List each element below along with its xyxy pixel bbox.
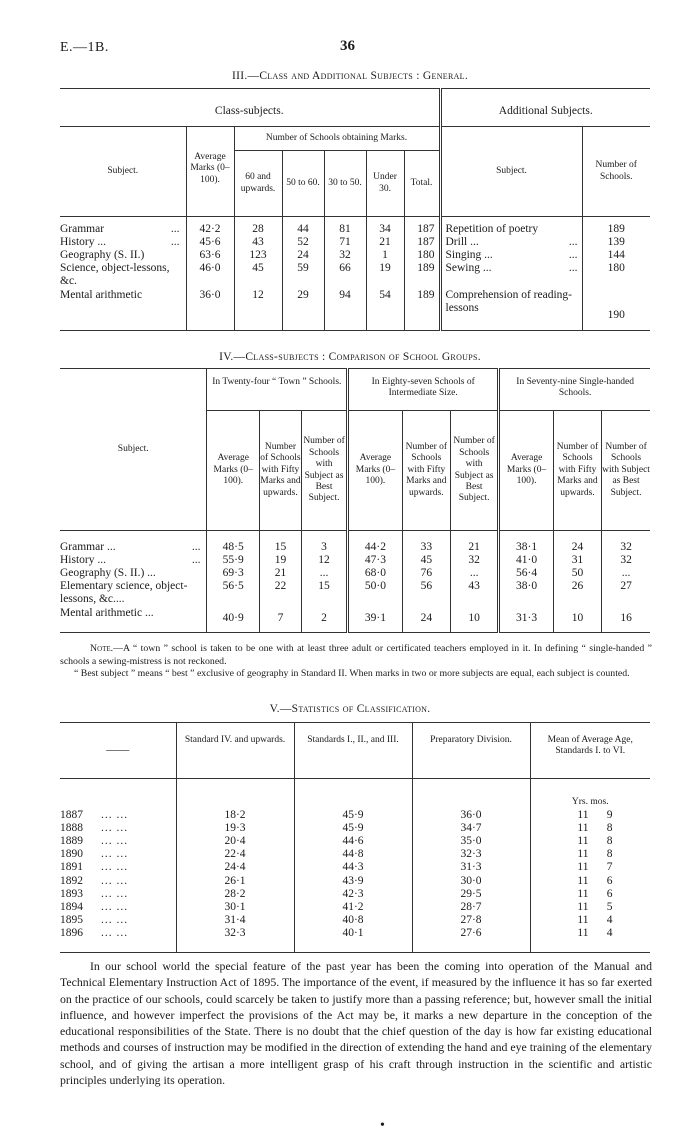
t-avg-cell: 48·5 bbox=[207, 541, 259, 554]
prep-cell: 35·0 bbox=[412, 835, 530, 848]
footer-mark: • bbox=[380, 1118, 385, 1133]
c30-cell: 81 bbox=[324, 223, 366, 236]
mean-age-cell: 11 4 bbox=[530, 927, 650, 940]
table-row bbox=[60, 861, 650, 874]
table-row bbox=[60, 927, 650, 940]
section-5-title: V.—Statistics of Classification. bbox=[269, 703, 431, 715]
col-blank: —— bbox=[106, 743, 130, 756]
add-number-cell: 190 bbox=[582, 289, 650, 323]
table-row bbox=[60, 822, 650, 835]
subject-cell: Elementary science, object-lessons, &c.... bbox=[60, 580, 188, 606]
col-std4: Standard IV. and upwards. bbox=[176, 723, 294, 779]
table-row bbox=[60, 289, 650, 323]
table-row bbox=[60, 809, 650, 822]
s-fifty-cell: 24 bbox=[553, 541, 601, 554]
year-cell: 1890 ... ... bbox=[60, 848, 129, 861]
prep-cell: 27·8 bbox=[412, 914, 530, 927]
col-50: 50 to 60. bbox=[282, 151, 324, 217]
i-best-cell: ... bbox=[450, 567, 498, 580]
std1-cell: 40·8 bbox=[294, 914, 412, 927]
total-cell: 187 bbox=[404, 236, 440, 249]
add-number-cell: 189 bbox=[582, 223, 650, 236]
u30-cell: 54 bbox=[366, 289, 404, 323]
std1-cell: 40·1 bbox=[294, 927, 412, 940]
table-row bbox=[60, 541, 650, 554]
col-number-group: Number of Schools obtaining Marks. bbox=[234, 127, 440, 151]
s-best-cell: 32 bbox=[602, 554, 650, 567]
i-fifty-cell: 56 bbox=[402, 580, 450, 606]
subject-cell: Mental arithmetic bbox=[60, 288, 143, 301]
mean-age-cell: 11 9 bbox=[530, 809, 650, 822]
subject-cell: Science, object-lessons, &c. bbox=[60, 262, 170, 288]
group-intermediate: In Eighty-seven Schools of Intermediate Size. bbox=[348, 369, 499, 411]
class-subjects-header: Class-subjects. bbox=[214, 105, 284, 117]
table-row bbox=[60, 835, 650, 848]
col-prep: Preparatory Division. bbox=[412, 723, 530, 779]
add-subject-cell: Drill ... ... bbox=[440, 236, 582, 249]
total-cell: 187 bbox=[404, 223, 440, 236]
add-number-cell: 144 bbox=[582, 249, 650, 262]
c30-cell: 66 bbox=[324, 262, 366, 288]
col-total: Total. bbox=[404, 151, 440, 217]
s-avg-cell: 56·4 bbox=[499, 567, 554, 580]
std4-cell: 30·1 bbox=[176, 901, 294, 914]
i-fifty-cell: 45 bbox=[402, 554, 450, 567]
col-average: Average Marks (0–100). bbox=[186, 127, 234, 217]
c50-cell: 24 bbox=[282, 249, 324, 262]
avg-cell: 63·6 bbox=[186, 249, 234, 262]
col-subject: Subject. bbox=[117, 443, 149, 454]
mean-age-cell: 11 8 bbox=[530, 848, 650, 861]
year-cell: 1891 ... ... bbox=[60, 861, 129, 874]
col-best: Number of Schools with Subject as Best Subject. bbox=[450, 411, 498, 531]
avg-cell: 45·6 bbox=[186, 236, 234, 249]
col-fifty: Number of Schools with Fifty Marks and upwards. bbox=[259, 411, 301, 531]
c50-cell: 52 bbox=[282, 236, 324, 249]
i-avg-cell: 47·3 bbox=[348, 554, 403, 567]
std4-cell: 26·1 bbox=[176, 875, 294, 888]
subject-cell: Grammar ... bbox=[60, 222, 180, 235]
avg-cell: 46·0 bbox=[186, 262, 234, 288]
col-average: Average Marks (0–100). bbox=[348, 411, 403, 531]
t-best-cell: 3 bbox=[301, 541, 347, 554]
col-add-number: Number of Schools. bbox=[582, 127, 650, 217]
s-avg-cell: 38·0 bbox=[499, 580, 554, 606]
body-paragraph: In our school world the special feature of the past year has been the coming into operation of the Manual and Technical Elementary Instruction Act of 1895. The importance of the event, if measured by the influence it has so far exerted on the practice of our schools, could scarcely be taken to justify more than a passing reference; but, however small the initial influence, and however imperfect the provisions of the Act may be, it marks a new departure in the conception of the educational responsibilities of the State. There is no doubt that the chief question of the day is how far existing educational methods and courses of instruction may be modified in the direction of extending the hand and eye training of the elementary school, and of giving the artisan a more intelligent grasp of his craft through instruction in the scientific and artistic principles underlying its operation. bbox=[60, 959, 652, 1087]
subject-cell: Geography (S. II.) ... bbox=[60, 566, 156, 579]
add-subject-cell: Comprehension of reading-lessons bbox=[440, 289, 582, 323]
t-fifty-cell: 7 bbox=[259, 607, 301, 625]
c50-cell: 29 bbox=[282, 289, 324, 323]
class-subjects-table bbox=[60, 88, 650, 331]
c50-cell: 44 bbox=[282, 223, 324, 236]
t-best-cell: 2 bbox=[301, 607, 347, 625]
school-groups-table bbox=[60, 368, 650, 633]
table-row bbox=[60, 848, 650, 861]
std1-cell: 43·9 bbox=[294, 875, 412, 888]
i-fifty-cell: 76 bbox=[402, 567, 450, 580]
c60-cell: 123 bbox=[234, 249, 282, 262]
year-cell: 1892 ... ... bbox=[60, 874, 129, 887]
u30-cell: 34 bbox=[366, 223, 404, 236]
t-avg-cell: 40·9 bbox=[207, 607, 259, 625]
table-row bbox=[60, 567, 650, 580]
col-best: Number of Schools with Subject as Best Subject. bbox=[301, 411, 347, 531]
u30-cell: 21 bbox=[366, 236, 404, 249]
std1-cell: 41·2 bbox=[294, 901, 412, 914]
t-fifty-cell: 22 bbox=[259, 580, 301, 606]
add-number-cell: 139 bbox=[582, 236, 650, 249]
i-best-cell: 10 bbox=[450, 607, 498, 625]
t-fifty-cell: 15 bbox=[259, 541, 301, 554]
add-subject-cell: Repetition of poetry bbox=[440, 223, 582, 236]
std1-cell: 42·3 bbox=[294, 888, 412, 901]
total-cell: 180 bbox=[404, 249, 440, 262]
t-fifty-cell: 21 bbox=[259, 567, 301, 580]
table-row bbox=[60, 223, 650, 236]
i-avg-cell: 39·1 bbox=[348, 607, 403, 625]
s-best-cell: 27 bbox=[602, 580, 650, 606]
i-best-cell: 21 bbox=[450, 541, 498, 554]
col-30: 30 to 50. bbox=[324, 151, 366, 217]
table-row bbox=[60, 607, 650, 625]
std4-cell: 24·4 bbox=[176, 861, 294, 874]
col-subject: Subject. bbox=[107, 165, 139, 176]
t-avg-cell: 56·5 bbox=[207, 580, 259, 606]
avg-cell: 36·0 bbox=[186, 289, 234, 323]
col-fifty: Number of Schools with Fifty Marks and upwards. bbox=[402, 411, 450, 531]
t-best-cell: 15 bbox=[301, 580, 347, 606]
year-cell: 1888 ... ... bbox=[60, 821, 129, 834]
i-best-cell: 43 bbox=[450, 580, 498, 606]
std1-cell: 44·3 bbox=[294, 861, 412, 874]
std4-cell: 20·4 bbox=[176, 835, 294, 848]
t-avg-cell: 55·9 bbox=[207, 554, 259, 567]
s-best-cell: 16 bbox=[602, 607, 650, 625]
table-row bbox=[60, 580, 650, 606]
total-cell: 189 bbox=[404, 262, 440, 288]
std1-cell: 45·9 bbox=[294, 809, 412, 822]
std4-cell: 28·2 bbox=[176, 888, 294, 901]
table-row bbox=[60, 554, 650, 567]
year-cell: 1895 ... ... bbox=[60, 914, 129, 927]
s-best-cell: ... bbox=[602, 567, 650, 580]
year-cell: 1893 ... ... bbox=[60, 887, 129, 900]
col-std1: Standards I., II., and III. bbox=[294, 723, 412, 779]
s-fifty-cell: 10 bbox=[553, 607, 601, 625]
subject-cell: Geography (S. II.) bbox=[60, 248, 145, 261]
group-town: In Twenty-four “ Town ” Schools. bbox=[207, 369, 348, 411]
std1-cell: 44·6 bbox=[294, 835, 412, 848]
c30-cell: 94 bbox=[324, 289, 366, 323]
prep-cell: 27·6 bbox=[412, 927, 530, 940]
prep-cell: 31·3 bbox=[412, 861, 530, 874]
subject-cell: Grammar ... ... bbox=[60, 540, 201, 553]
year-cell: 1894 ... ... bbox=[60, 901, 129, 914]
i-fifty-cell: 24 bbox=[402, 607, 450, 625]
std1-cell: 45·9 bbox=[294, 822, 412, 835]
year-cell: 1889 ... ... bbox=[60, 834, 129, 847]
s-fifty-cell: 26 bbox=[553, 580, 601, 606]
section-3-title: III.—Class and Additional Subjects : General. bbox=[231, 70, 469, 82]
std4-cell: 18·2 bbox=[176, 809, 294, 822]
c60-cell: 43 bbox=[234, 236, 282, 249]
subject-cell: Mental arithmetic ... bbox=[60, 606, 154, 619]
s-avg-cell: 31·3 bbox=[499, 607, 554, 625]
units-label: Yrs. mos. bbox=[530, 779, 650, 809]
avg-cell: 42·2 bbox=[186, 223, 234, 236]
col-fifty: Number of Schools with Fifty Marks and upwards. bbox=[553, 411, 601, 531]
std4-cell: 22·4 bbox=[176, 848, 294, 861]
col-best: Number of Schools with Subject as Best Subject. bbox=[602, 411, 650, 531]
i-avg-cell: 44·2 bbox=[348, 541, 403, 554]
c50-cell: 59 bbox=[282, 262, 324, 288]
table-row bbox=[60, 262, 650, 288]
prep-cell: 30·0 bbox=[412, 875, 530, 888]
table-row bbox=[60, 901, 650, 914]
subject-cell: History ... ... bbox=[60, 235, 180, 248]
section-4-title: IV.—Class-subjects : Comparison of School Groups. bbox=[219, 351, 481, 363]
std4-cell: 32·3 bbox=[176, 927, 294, 940]
col-average: Average Marks (0–100). bbox=[499, 411, 554, 531]
u30-cell: 19 bbox=[366, 262, 404, 288]
mean-age-cell: 11 4 bbox=[530, 914, 650, 927]
col-average: Average Marks (0–100). bbox=[207, 411, 259, 531]
table-row bbox=[60, 249, 650, 262]
mean-age-cell: 11 8 bbox=[530, 822, 650, 835]
col-add-subject: Subject. bbox=[440, 127, 582, 217]
mean-age-cell: 11 7 bbox=[530, 861, 650, 874]
c60-cell: 28 bbox=[234, 223, 282, 236]
std1-cell: 44·8 bbox=[294, 848, 412, 861]
u30-cell: 1 bbox=[366, 249, 404, 262]
year-cell: 1887 ... ... bbox=[60, 808, 129, 821]
t-best-cell: ... bbox=[301, 567, 347, 580]
std4-cell: 19·3 bbox=[176, 822, 294, 835]
t-best-cell: 12 bbox=[301, 554, 347, 567]
s-avg-cell: 38·1 bbox=[499, 541, 554, 554]
col-under30: Under 30. bbox=[366, 151, 404, 217]
table-row bbox=[60, 875, 650, 888]
table-row bbox=[60, 236, 650, 249]
t-avg-cell: 69·3 bbox=[207, 567, 259, 580]
col-60: 60 and upwards. bbox=[234, 151, 282, 217]
t-fifty-cell: 19 bbox=[259, 554, 301, 567]
group-single-handed: In Seventy-nine Single-handed Schools. bbox=[499, 369, 650, 411]
prep-cell: 29·5 bbox=[412, 888, 530, 901]
prep-cell: 32·3 bbox=[412, 848, 530, 861]
page-number: 36 bbox=[340, 38, 355, 54]
prep-cell: 34·7 bbox=[412, 822, 530, 835]
year-cell: 1896 ... ... bbox=[60, 927, 129, 940]
c60-cell: 12 bbox=[234, 289, 282, 323]
i-best-cell: 32 bbox=[450, 554, 498, 567]
subject-cell: History ... ... bbox=[60, 553, 201, 566]
mean-age-cell: 11 5 bbox=[530, 901, 650, 914]
table-row bbox=[60, 888, 650, 901]
mean-age-cell: 11 8 bbox=[530, 835, 650, 848]
prep-cell: 36·0 bbox=[412, 809, 530, 822]
c60-cell: 45 bbox=[234, 262, 282, 288]
s-fifty-cell: 50 bbox=[553, 567, 601, 580]
prep-cell: 28·7 bbox=[412, 901, 530, 914]
s-fifty-cell: 31 bbox=[553, 554, 601, 567]
classification-table bbox=[60, 722, 650, 953]
document-code: E.—1B. bbox=[60, 40, 109, 55]
total-cell: 189 bbox=[404, 289, 440, 323]
std4-cell: 31·4 bbox=[176, 914, 294, 927]
i-avg-cell: 68·0 bbox=[348, 567, 403, 580]
add-subject-cell: Sewing ... ... bbox=[440, 262, 582, 288]
table-note: Note.—A “ town ” school is taken to be one with at least three adult or certificated teachers employed in it. In defining “ single-handed ” schools a sewing-mistress is not reckoned. “ Best subject ” means “ best ” exclusive of geography in Standard II. When marks in two or more subjects are equal, each subject is counted. bbox=[60, 643, 652, 680]
add-subject-cell: Singing ... ... bbox=[440, 249, 582, 262]
add-number-cell: 180 bbox=[582, 262, 650, 288]
s-avg-cell: 41·0 bbox=[499, 554, 554, 567]
c30-cell: 71 bbox=[324, 236, 366, 249]
mean-age-cell: 11 6 bbox=[530, 888, 650, 901]
mean-age-cell: 11 6 bbox=[530, 875, 650, 888]
i-fifty-cell: 33 bbox=[402, 541, 450, 554]
i-avg-cell: 50·0 bbox=[348, 580, 403, 606]
additional-subjects-header: Additional Subjects. bbox=[440, 89, 650, 127]
s-best-cell: 32 bbox=[602, 541, 650, 554]
col-mean: Mean of Average Age, Standards I. to VI. bbox=[530, 723, 650, 779]
table-row bbox=[60, 914, 650, 927]
c30-cell: 32 bbox=[324, 249, 366, 262]
